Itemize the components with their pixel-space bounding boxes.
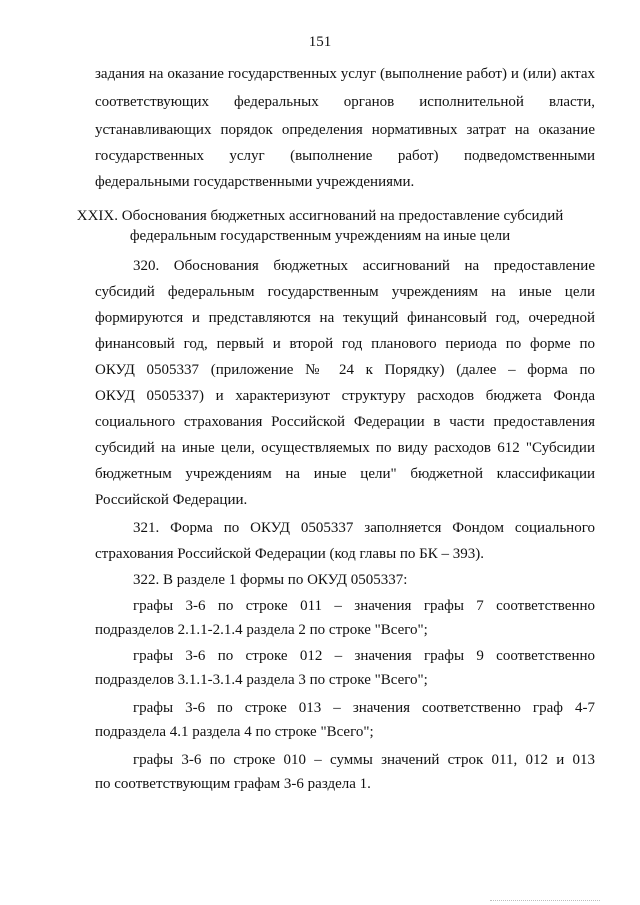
paragraph-line: ОКУД 0505337) и характеризуют структуру расходов бюджета Фонда [95, 388, 595, 404]
paragraph-line: страхования Российской Федерации (код главы по БК – 393). [95, 546, 485, 562]
paragraph-line: 320. Обоснования бюджетных ассигнований на предоставление [133, 258, 595, 274]
paragraph-line: государственных услуг (выполнение работ) подведомственными [95, 148, 595, 164]
section-heading-line: федеральным государственным учреждениям на иные цели [129, 228, 511, 244]
paragraph-line: подраздела 4.1 раздела 4 по строке "Всего"; [95, 724, 374, 740]
paragraph-line: формируются и представляются на текущий финансовый год, очередной [95, 310, 595, 326]
paragraph-line: бюджетным учреждениям на иные цели" бюджетной классификации [95, 466, 595, 482]
paragraph-line: графы 3-6 по строке 013 – значения соответственно граф 4-7 [133, 700, 595, 716]
page-number: 151 [308, 34, 332, 50]
paragraph-line: субсидий на иные цели, осуществляемых по виду расходов 612 "Субсидии [95, 440, 595, 456]
paragraph-line: Российской Федерации. [95, 492, 248, 508]
paragraph-line: устанавливающих порядок определения нормативных затрат на оказание [95, 122, 595, 138]
paragraph-line: ОКУД 0505337 (приложение № 24 к Порядку) (далее – форма по [95, 362, 595, 378]
paragraph-line: федеральными государственными учреждениями. [95, 174, 415, 190]
paragraph-line: социального страхования Российской Федерации в части предоставления [95, 414, 595, 430]
paragraph-line: субсидий федеральным государственным учреждениям на иные цели [95, 284, 595, 300]
paragraph-line: графы 3-6 по строке 010 – суммы значений строк 011, 012 и 013 [133, 752, 595, 768]
paragraph-line: графы 3-6 по строке 012 – значения графы 9 соответственно [133, 648, 595, 664]
paragraph-line: финансовый год, первый и второй год планового периода по форме по [95, 336, 595, 352]
paragraph-line: графы 3-6 по строке 011 – значения графы 7 соответственно [133, 598, 595, 614]
paragraph-line: соответствующих федеральных органов исполнительной власти, [95, 94, 595, 110]
paragraph-line: задания на оказание государственных услуг (выполнение работ) и (или) актах [95, 66, 595, 82]
paragraph-line: 321. Форма по ОКУД 0505337 заполняется Фондом социального [133, 520, 595, 536]
section-heading-line: XXIX. Обоснования бюджетных ассигнований на предоставление субсидий [76, 208, 564, 224]
paragraph-line: подразделов 3.1.1-3.1.4 раздела 3 по строке "Всего"; [95, 672, 428, 688]
paragraph-line: подразделов 2.1.1-2.1.4 раздела 2 по строке "Всего"; [95, 622, 428, 638]
scan-edge-mark [490, 900, 600, 901]
paragraph-line: 322. В разделе 1 формы по ОКУД 0505337: [133, 572, 408, 588]
paragraph-line: по соответствующим графам 3-6 раздела 1. [95, 776, 371, 792]
